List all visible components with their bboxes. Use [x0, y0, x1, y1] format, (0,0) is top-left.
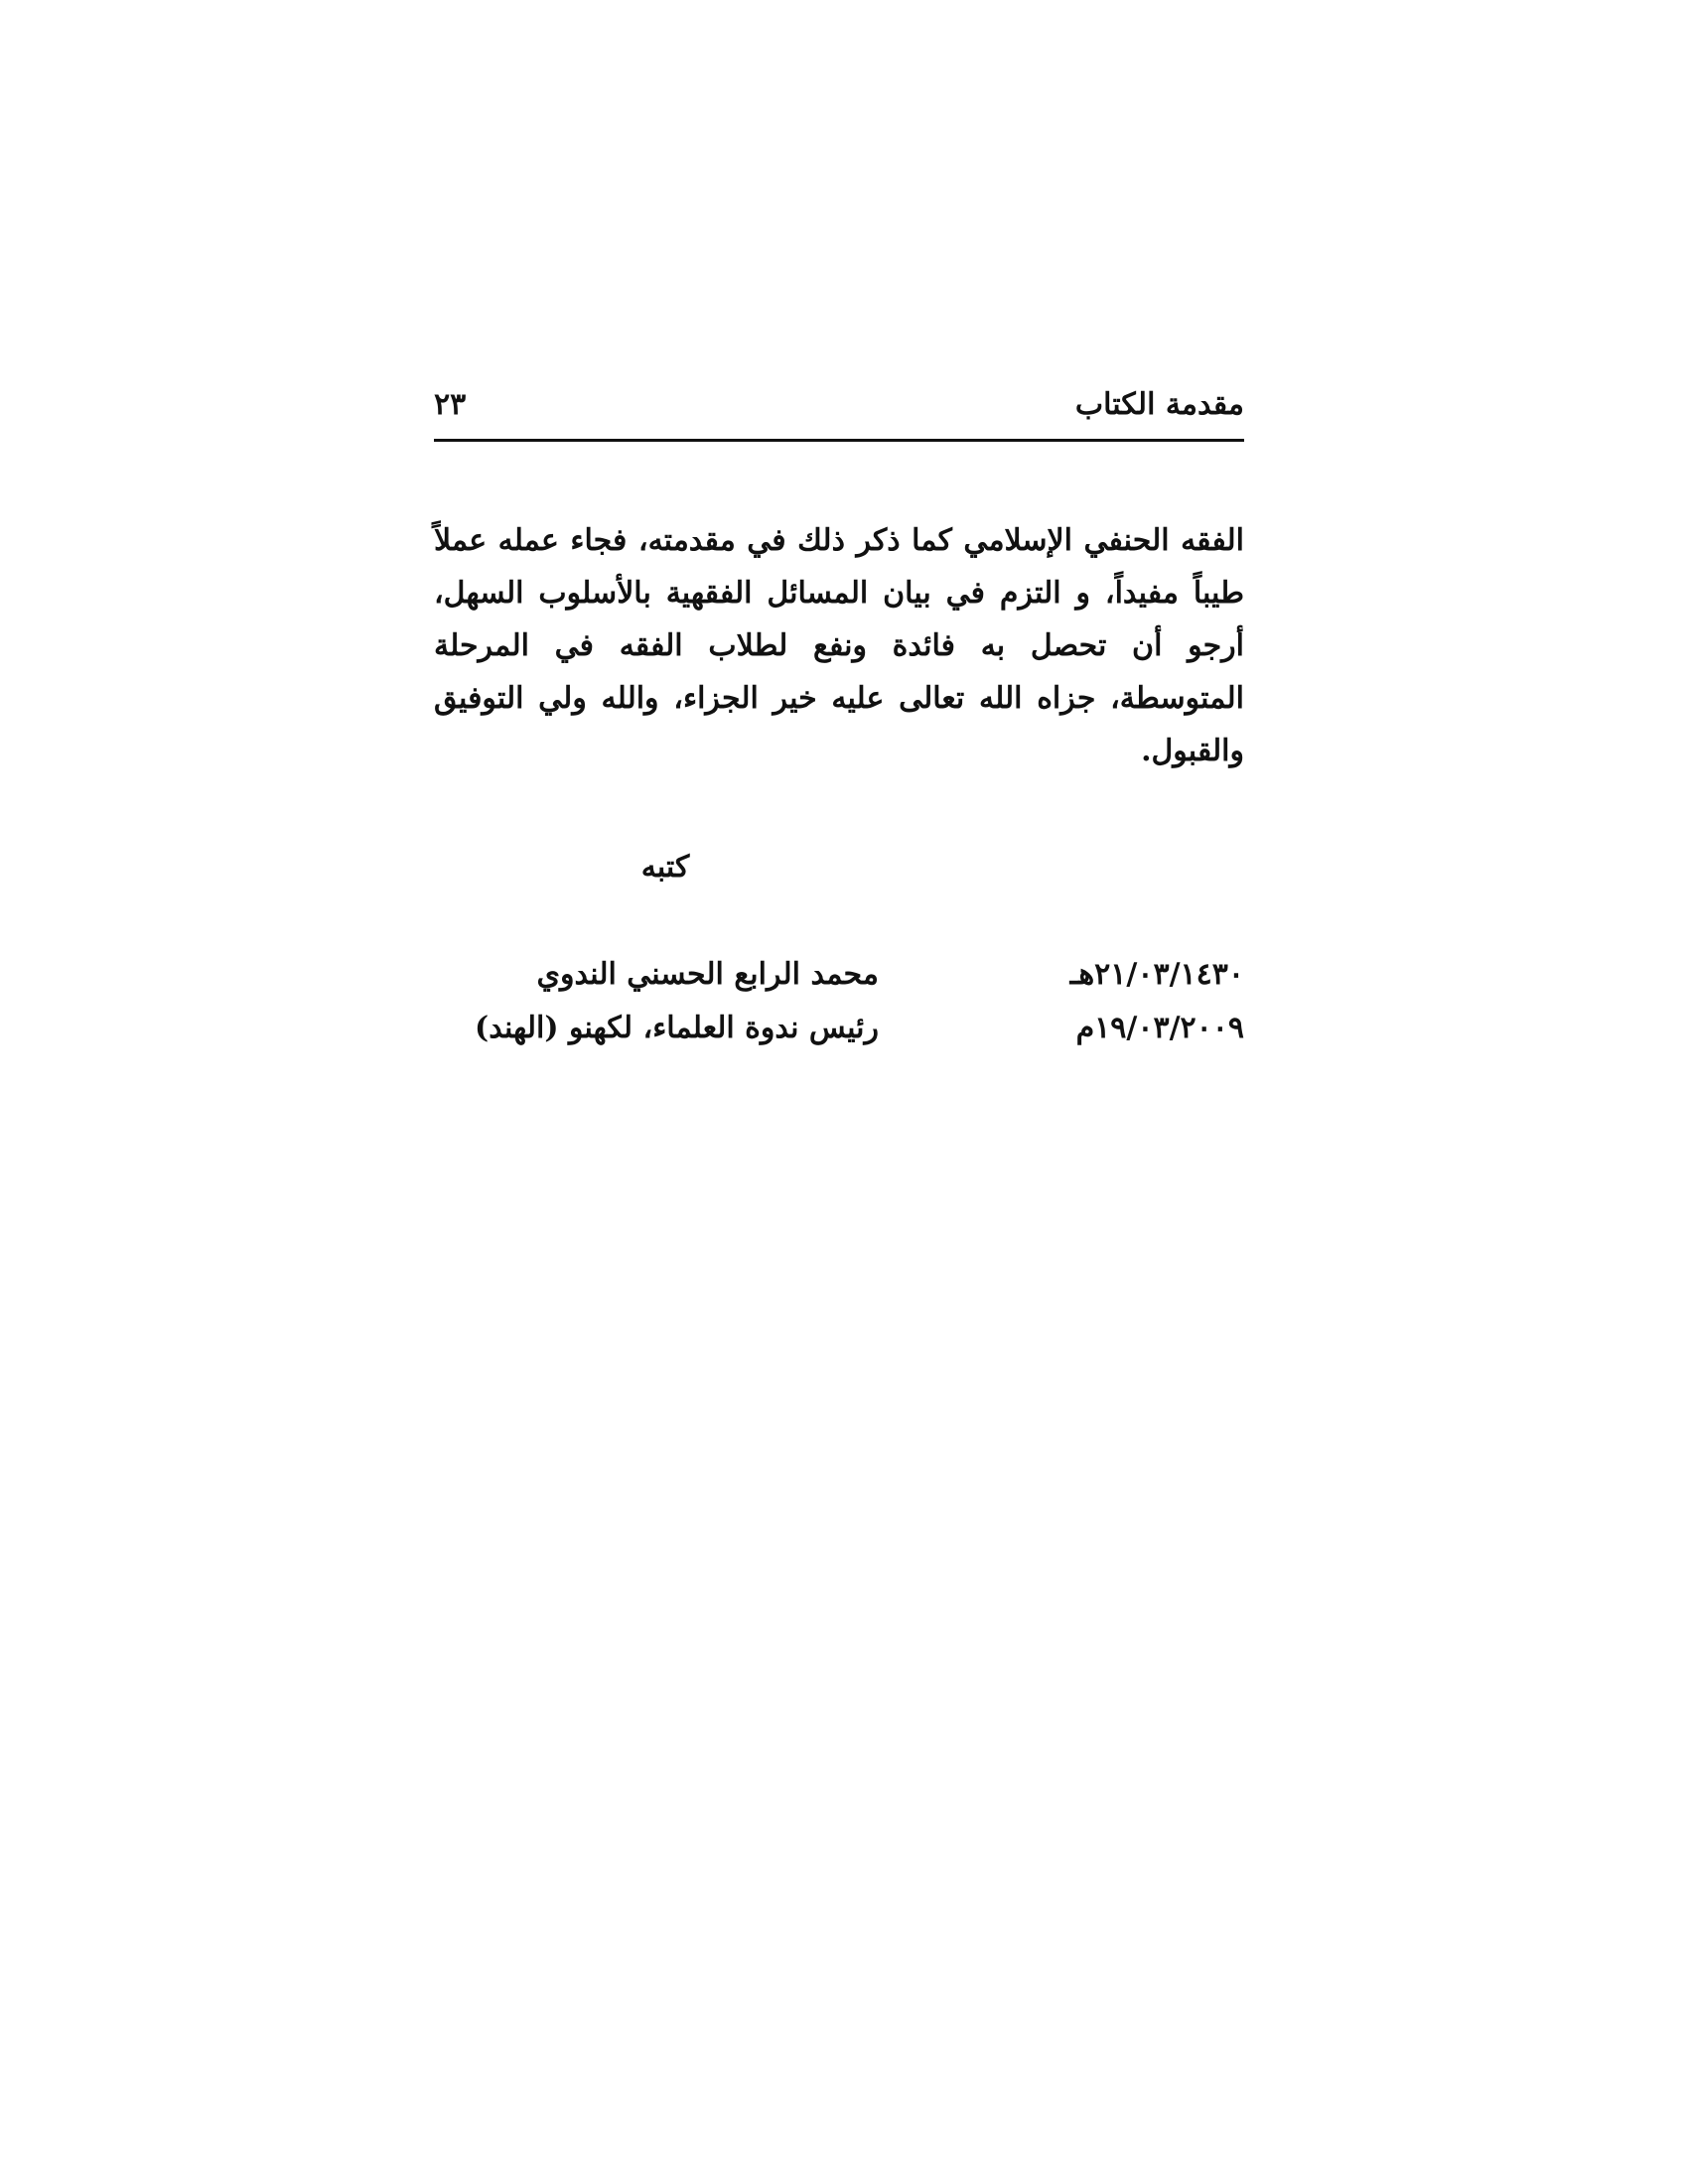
- page-header: [434, 381, 1244, 429]
- author-title: رئيس ندوة العلماء، لكهنو (الهند): [475, 1011, 879, 1045]
- page-number: ٢٣: [434, 387, 467, 422]
- author-name: محمد الرابع الحسني الندوي: [536, 957, 879, 992]
- gregorian-date: ١٩/٠٣/٢٠٠٩م: [1075, 1011, 1244, 1045]
- hijri-date: ٢١/٠٣/١٤٣٠هـ: [1069, 957, 1244, 992]
- header-divider: [434, 439, 1244, 442]
- signature-dates: [986, 948, 1244, 1055]
- signed-by-label: كتبه: [640, 850, 690, 885]
- signature-author: [452, 948, 879, 1055]
- body-paragraph: الفقه الحنفي الإسلامي كما ذكر ذلك في مقدمته، فجاء عمله عملاً طيباً مفيداً، و التزم في بيان المسائل الفقهية بالأسلوب السهل، أرجو أن تحصل به فائدة ونفع لطلاب الفقه في المرحلة المتوسطة، جزاه الله تعالى عليه خير الجزاء، والله ولي التوفيق والقبول.: [434, 523, 1244, 768]
- running-title: مقدمة الكتاب: [1074, 387, 1244, 422]
